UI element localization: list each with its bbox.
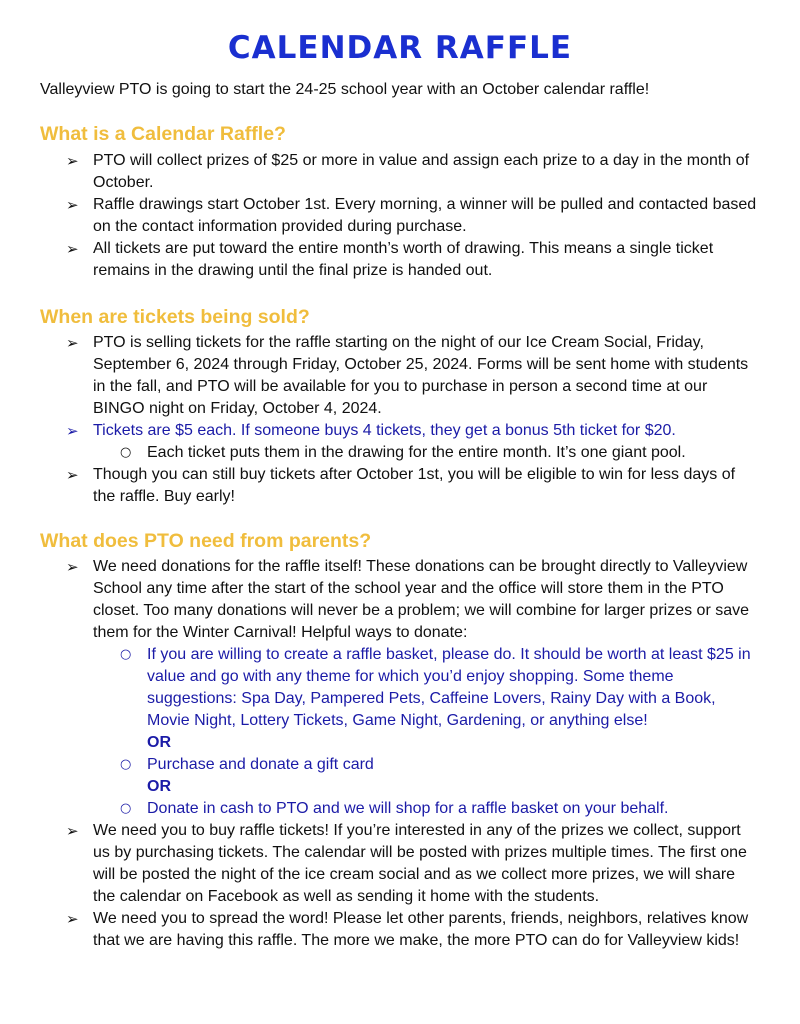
- section-list-when-sold: [0, 332, 800, 508]
- circle-bullet-icon: ○: [120, 445, 132, 460]
- list-item: ➢ We need you to buy raffle tickets! If you’re interested in any of the prizes we collect, support us by purchasing tickets. The calendar will be posted with prizes multiple times. The first one will be posted the night of the ice cream social and as we collect more prizes, we will share the calendar on Facebook as well as sending it home with the students.: [66, 822, 747, 905]
- section-heading-what-is: What is a Calendar Raffle?: [40, 123, 286, 145]
- list-item: ➢ PTO is selling tickets for the raffle starting on the night of our Ice Cream Social, Friday, September 6, 2024 through Friday, October 25, 2024. Forms will be sent home with students in the fall, and PTO will be available for you to purchase in person a second time at our BINGO night on Friday, October 4, 2024.: [66, 334, 749, 417]
- arrow-bullet-icon: ➢: [66, 822, 79, 840]
- or-separator: OR: [147, 734, 171, 751]
- list-item: ➢ We need donations for the raffle itself! These donations can be brought directly to Valleyview School any time after the start of the school year and the office will store them in the PTO closet. Too many donations will never be a problem; we will combine for larger prizes or save them for the Winter Carnival! Helpful ways to donate:: [66, 558, 750, 641]
- page-title: CALENDAR RAFFLE: [227, 30, 573, 66]
- arrow-bullet-icon: ➢: [66, 240, 79, 258]
- circle-bullet-icon: ○: [120, 801, 132, 816]
- arrow-bullet-icon: ➢: [66, 422, 79, 440]
- list-item: ➢ We need you to spread the word! Please let other parents, friends, neighbors, relatives know that we are having this raffle. The more we make, the more PTO can do for Valleyview kids!: [66, 910, 749, 949]
- list-item: ➢ Though you can still buy tickets after October 1st, you will be eligible to win for less days of the raffle. Buy early!: [66, 466, 736, 505]
- list-item-ticket-price: ➢ Tickets are $5 each. If someone buys 4 tickets, they get a bonus 5th ticket for $20.: [66, 422, 676, 440]
- sub-list-item: ○ Donate in cash to PTO and we will shop for a raffle basket on your behalf.: [0, 798, 800, 820]
- section-list-what-needed: [0, 556, 800, 952]
- list-item: ➢ PTO will collect prizes of $25 or more in value and assign each prize to a day in the month of October.: [66, 152, 750, 191]
- circle-bullet-icon: ○: [120, 757, 132, 772]
- list-item: ➢ Raffle drawings start October 1st. Every morning, a winner will be pulled and contacted based on the contact information provided during purchase.: [66, 196, 757, 235]
- sub-list-item: ○ If you are willing to create a raffle basket, please do. It should be worth at least $25 in value and go with any theme for which you’d enjoy shopping. Some theme suggestions: Spa Day, Pampered Pets, Caffeine Lovers, Rainy Day with a Book, Movie Night, Lottery Tickets, Game Night, Gardening, or anything else!: [120, 646, 751, 729]
- arrow-bullet-icon: ➢: [66, 910, 79, 928]
- section-heading-what-needed: What does PTO need from parents?: [40, 530, 372, 552]
- arrow-bullet-icon: ➢: [66, 196, 79, 214]
- list-item: ➢ All tickets are put toward the entire month’s worth of drawing. This means a single ticket remains in the drawing until the final prize is handed out.: [66, 240, 714, 279]
- arrow-bullet-icon: ➢: [66, 152, 79, 170]
- sub-list-item: ○ Purchase and donate a gift card: [0, 754, 800, 776]
- arrow-bullet-icon: ➢: [66, 558, 79, 576]
- arrow-bullet-icon: ➢: [66, 466, 79, 484]
- circle-bullet-icon: ○: [120, 647, 132, 662]
- sub-list-item: ○ Each ticket puts them in the drawing for the entire month. It’s one giant pool.: [0, 442, 800, 464]
- arrow-bullet-icon: ➢: [66, 334, 79, 352]
- section-heading-when-sold: When are tickets being sold?: [40, 306, 310, 328]
- section-list-what-is: [0, 150, 800, 282]
- intro-text: Valleyview PTO is going to start the 24-25 school year with an October calendar raffle!: [40, 81, 650, 98]
- or-separator: OR: [147, 778, 171, 795]
